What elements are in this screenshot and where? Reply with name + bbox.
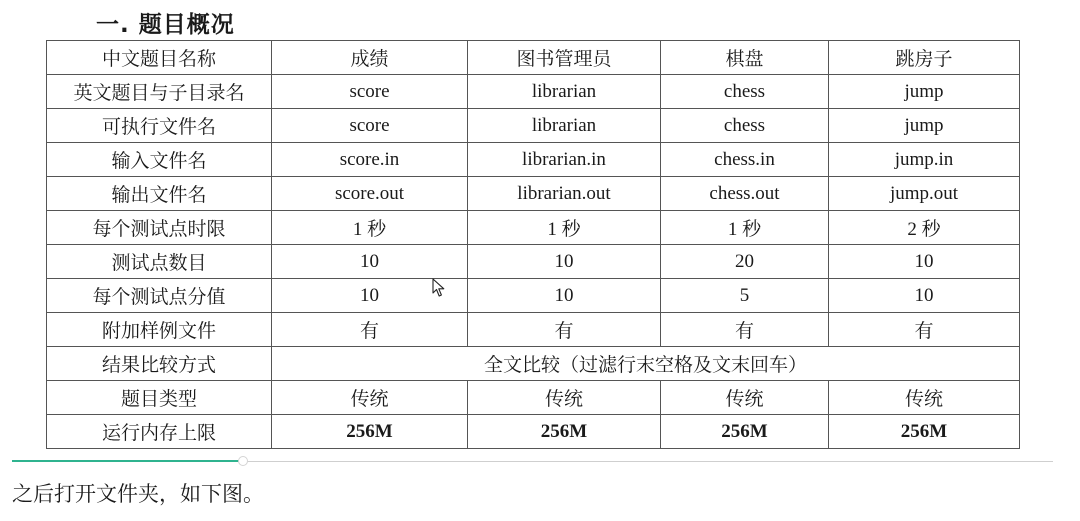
row-label: 运行内存上限 (47, 415, 272, 449)
section-heading: 一. 题目概况 (96, 12, 235, 38)
problem-overview-table (46, 40, 1020, 449)
table-cell: 1 秒 (468, 211, 661, 245)
table-cell: 有 (661, 313, 829, 347)
table-cell: librarian.in (468, 143, 661, 177)
row-label: 每个测试点时限 (47, 211, 272, 245)
table-row-chinese-name (47, 41, 1020, 75)
row-label: 结果比较方式 (47, 347, 272, 381)
row-label: 输出文件名 (47, 177, 272, 211)
table-cell-merged: 全文比较（过滤行末空格及文末回车） (272, 347, 1020, 381)
table-cell: 20 (661, 245, 829, 279)
table-cell: 有 (829, 313, 1020, 347)
table-row-memory-limit (47, 415, 1020, 449)
table-cell: score (272, 109, 468, 143)
table-cell: 成绩 (272, 41, 468, 75)
row-label: 题目类型 (47, 381, 272, 415)
table-row-executable-name (47, 109, 1020, 143)
table-cell: 5 (661, 279, 829, 313)
row-label: 中文题目名称 (47, 41, 272, 75)
table-cell: 有 (272, 313, 468, 347)
table-cell: 传统 (272, 381, 468, 415)
table-cell: chess (661, 109, 829, 143)
table-row-compare-method (47, 347, 1020, 381)
table-cell: score.out (272, 177, 468, 211)
table-cell: jump.out (829, 177, 1020, 211)
table-cell: librarian (468, 109, 661, 143)
table-cell: 10 (468, 279, 661, 313)
table-cell: 棋盘 (661, 41, 829, 75)
table-cell: 256M (468, 415, 661, 449)
table-cell: 图书管理员 (468, 41, 661, 75)
table-cell: score.in (272, 143, 468, 177)
table-row-output-file (47, 177, 1020, 211)
table-row-sample-files (47, 313, 1020, 347)
table-cell: 10 (829, 279, 1020, 313)
row-label: 测试点数目 (47, 245, 272, 279)
table-cell: 有 (468, 313, 661, 347)
mouse-pointer-icon (432, 278, 446, 298)
table-cell: 10 (272, 279, 468, 313)
table-cell: 传统 (661, 381, 829, 415)
table-cell: 1 秒 (661, 211, 829, 245)
table-cell: 256M (272, 415, 468, 449)
divider-accent (12, 460, 240, 462)
table-cell: 256M (661, 415, 829, 449)
table-cell: 跳房子 (829, 41, 1020, 75)
table-cell: chess.in (661, 143, 829, 177)
table-cell: 256M (829, 415, 1020, 449)
table-cell: librarian.out (468, 177, 661, 211)
table-row-test-count (47, 245, 1020, 279)
table-cell: 10 (829, 245, 1020, 279)
table-cell: 10 (468, 245, 661, 279)
table-row-input-file (47, 143, 1020, 177)
table-row-time-limit (47, 211, 1020, 245)
table-cell: jump.in (829, 143, 1020, 177)
row-label: 英文题目与子目录名 (47, 75, 272, 109)
table-cell: 10 (272, 245, 468, 279)
table-cell: chess.out (661, 177, 829, 211)
table-cell: score (272, 75, 468, 109)
row-label: 每个测试点分值 (47, 279, 272, 313)
table-row-test-score (47, 279, 1020, 313)
table-cell: 2 秒 (829, 211, 1020, 245)
table-row-english-name (47, 75, 1020, 109)
divider-handle[interactable] (238, 456, 248, 466)
row-label: 附加样例文件 (47, 313, 272, 347)
table-cell: chess (661, 75, 829, 109)
table-cell: jump (829, 75, 1020, 109)
footer-paragraph: 之后打开文件夹，如下图。 (12, 482, 264, 506)
table-cell: jump (829, 109, 1020, 143)
table-cell: 传统 (468, 381, 661, 415)
table-cell: 传统 (829, 381, 1020, 415)
table-cell: 1 秒 (272, 211, 468, 245)
row-label: 可执行文件名 (47, 109, 272, 143)
table-cell: librarian (468, 75, 661, 109)
table-row-problem-type (47, 381, 1020, 415)
row-label: 输入文件名 (47, 143, 272, 177)
